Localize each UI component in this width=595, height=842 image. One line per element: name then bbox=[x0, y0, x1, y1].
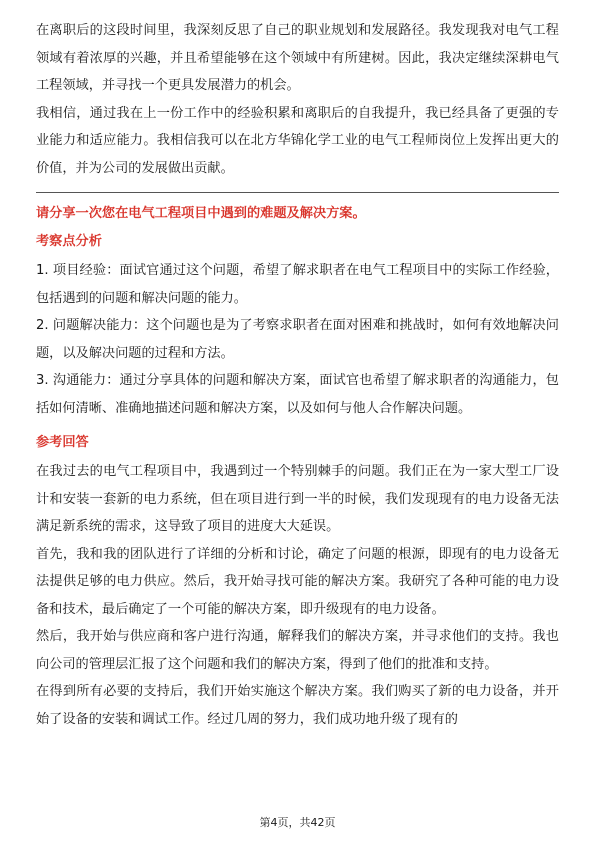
page-number-footer: 第4页，共42页 bbox=[259, 816, 336, 829]
analysis-point: 1. 项目经验：面试官通过这个问题，希望了解求职者在电气工程项目中的实际工作经验，包括遇到的问题和解决问题的能力。 bbox=[36, 263, 559, 306]
section-divider bbox=[36, 192, 559, 193]
analysis-point: 3. 沟通能力：通过分享具体的问题和解决方案，面试官也希望了解求职者的沟通能力，包括如何清晰、准确地描述问题和解决方案，以及如何与他人合作解决问题。 bbox=[36, 373, 559, 416]
question-title: 请分享一次您在电气工程项目中遇到的难题及解决方案。 bbox=[36, 206, 366, 221]
intro-paragraph: 我相信，通过我在上一份工作中的经验积累和离职后的自我提升，我已经具备了更强的专业能力和适应能力。我相信我可以在北方华锦化学工业的电气工程师岗位上发挥出更大的价值，并为公司的发展做出贡献。 bbox=[36, 105, 559, 176]
intro-paragraph: 在离职后的这段时间里，我深刻反思了自己的职业规划和发展路径。我发现我对电气工程领域有着浓厚的兴趣，并且希望能够在这个领域中有所建树。因此，我决定继续深耕电气工程领域，并寻找一个更具发展潜力的机会。 bbox=[36, 23, 559, 93]
answer-paragraph: 在得到所有必要的支持后，我们开始实施这个解决方案。我们购买了新的电力设备，并开始了设备的安装和调试工作。经过几周的努力，我们成功地升级了现有的 bbox=[36, 684, 559, 727]
answer-heading: 参考回答 bbox=[36, 435, 89, 450]
answer-paragraph: 首先，我和我的团队进行了详细的分析和讨论，确定了问题的根源，即现有的电力设备无法提供足够的电力供应。然后，我开始寻找可能的解决方案。我研究了各种可能的电力设备和技术，最后确定了一个可能的解决方案，即升级现有的电力设备。 bbox=[36, 546, 559, 617]
answer-paragraph: 然后，我开始与供应商和客户进行沟通，解释我们的解决方案，并寻求他们的支持。我也向公司的管理层汇报了这个问题和我们的解决方案，得到了他们的批准和支持。 bbox=[36, 629, 559, 672]
document-page bbox=[36, 17, 559, 733]
analysis-heading: 考察点分析 bbox=[36, 234, 102, 249]
answer-paragraph: 在我过去的电气工程项目中，我遇到过一个特别棘手的问题。我们正在为一家大型工厂设计和安装一套新的电力系统，但在项目进行到一半的时候，我们发现现有的电力设备无法满足新系统的需求，这导致了项目的进度大大延误。 bbox=[36, 464, 559, 534]
analysis-point: 2. 问题解决能力：这个问题也是为了考察求职者在面对困难和挑战时，如何有效地解决问题，以及解决问题的过程和方法。 bbox=[36, 318, 559, 361]
